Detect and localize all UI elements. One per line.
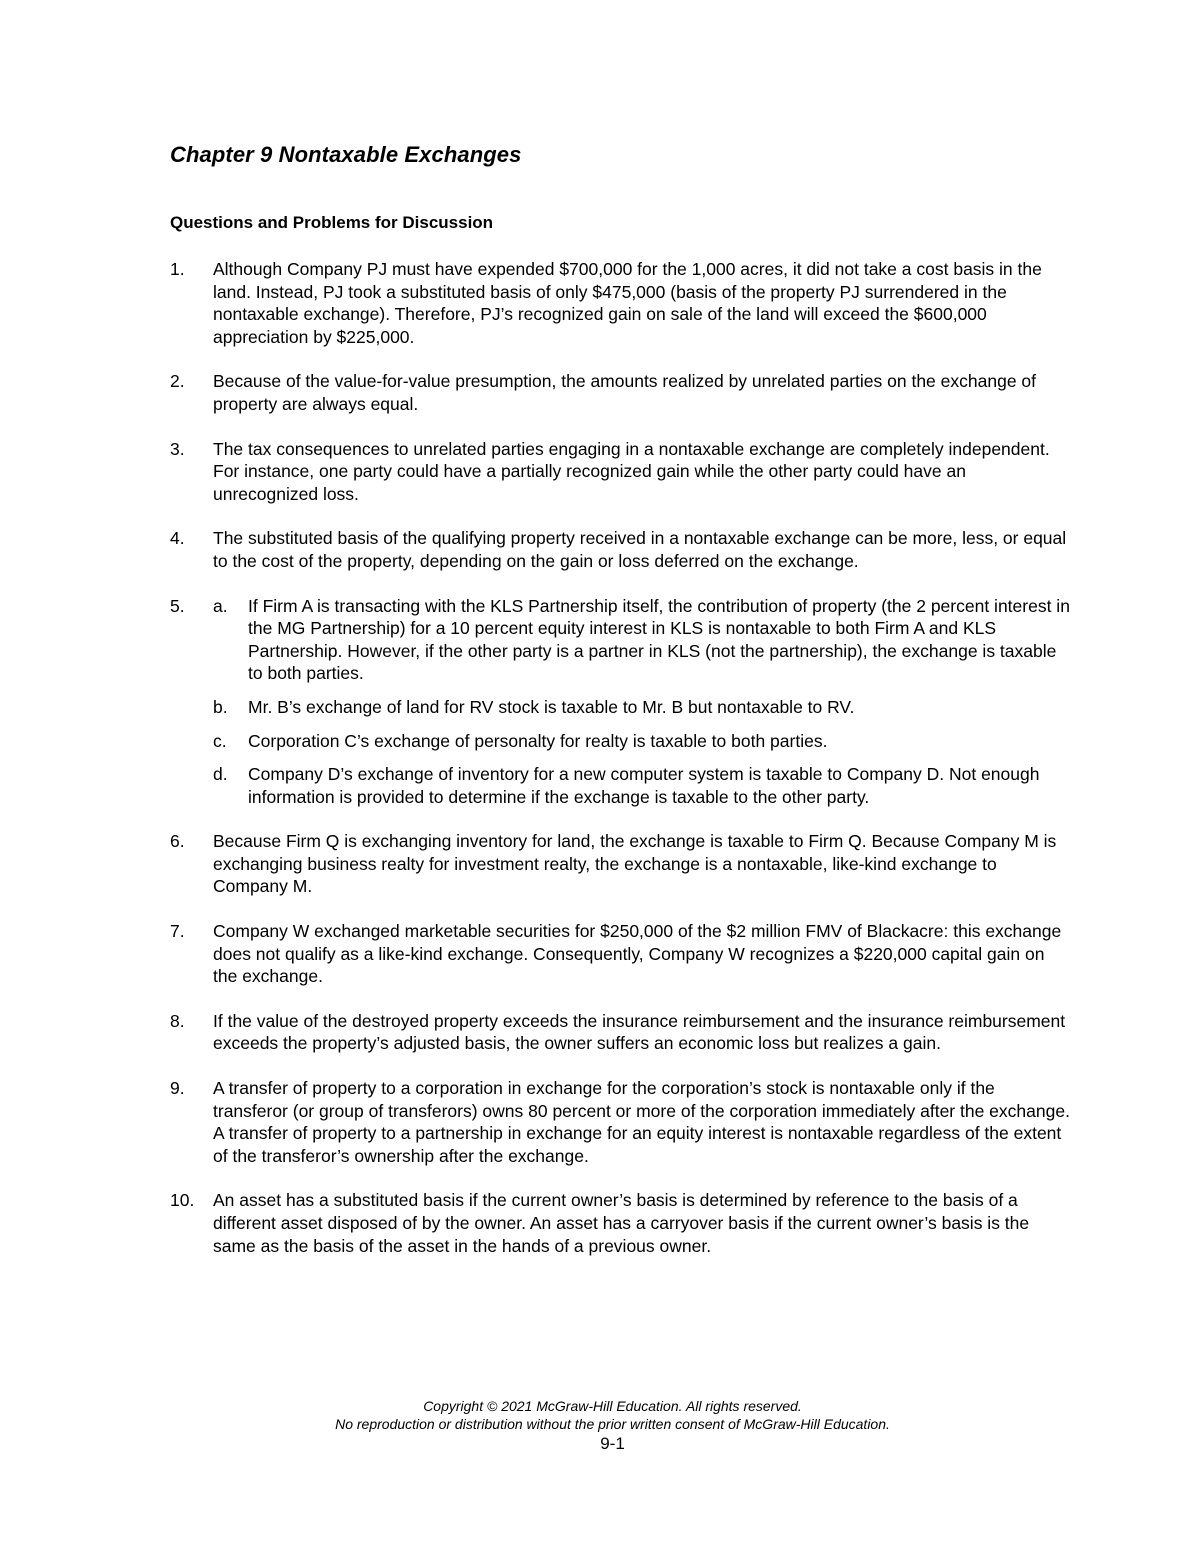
- sub-list: [213, 595, 1070, 809]
- item-text: Because Firm Q is exchanging inventory for land, the exchange is taxable to Firm Q. Because Company M is exchanging business realty for investment realty, the exchange is a nontaxable, like-kind exchange to Company M.: [213, 831, 1057, 897]
- question-list: [170, 258, 1070, 1279]
- item-number: 1.: [170, 259, 185, 279]
- sub-item-text: Company D’s exchange of inventory for a new computer system is taxable to Company D. Not enough information is provided to determine if the exchange is taxable to the other party.: [248, 764, 1040, 807]
- item-number: 8.: [170, 1010, 185, 1031]
- list-item: [170, 527, 1070, 572]
- list-item: [170, 1077, 1070, 1167]
- list-item: [170, 258, 1070, 348]
- item-number: 3.: [170, 438, 185, 459]
- copyright-line-1: Copyright © 2021 McGraw-Hill Education. All rights reserved.: [423, 1398, 802, 1414]
- list-item: [170, 438, 1070, 506]
- list-item: [170, 1189, 1070, 1257]
- item-number: 7.: [170, 921, 185, 942]
- sub-list-item: [213, 730, 1070, 753]
- item-text: An asset has a substituted basis if the current owner’s basis is determined by reference to the basis of a different asset disposed of by the owner. An asset has a carryover basis if the current owner’s basis is the same as the basis of the asset in the hands of a previous owner.: [213, 1190, 1030, 1256]
- item-text: The substituted basis of the qualifying property received in a nontaxable exchange can be more, less, or equal to the cost of the property, depending on the gain or loss deferred on the exchange.: [213, 528, 1067, 571]
- item-number: 5.: [170, 595, 185, 616]
- list-item: [170, 595, 1070, 809]
- sub-item-text: If Firm A is transacting with the KLS Partnership itself, the contribution of property (the 2 percent interest in the MG Partnership) for a 10 percent equity interest in KLS is nontaxable to both Firm A and KLS Partnership. However, if the other party is a partner in KLS (not the partnership), the exchange is taxable to both parties.: [248, 595, 1070, 684]
- page-number: 9-1: [600, 1434, 625, 1453]
- sub-list-item: [213, 763, 1070, 808]
- section-heading: Questions and Problems for Discussion: [170, 213, 494, 232]
- list-item: [170, 830, 1070, 898]
- item-number: 4.: [170, 528, 185, 549]
- item-text: If the value of the destroyed property exceeds the insurance reimbursement and the insurance reimbursement exceeds the property’s adjusted basis, the owner suffers an economic loss but realizes a gain.: [213, 1010, 1066, 1054]
- sub-list-item: [213, 595, 1070, 685]
- item-number: 6.: [170, 831, 185, 852]
- list-item: [170, 1010, 1070, 1055]
- sub-item-label: a.: [213, 595, 228, 616]
- sub-item-label: b.: [213, 696, 228, 717]
- item-number: 10.: [170, 1190, 195, 1211]
- item-number: 2.: [170, 371, 185, 392]
- chapter-title: Chapter 9 Nontaxable Exchanges: [170, 142, 522, 167]
- sub-item-label: c.: [213, 730, 227, 751]
- copyright-line-2: No reproduction or distribution without the prior written consent of McGraw-Hill Education.: [335, 1416, 890, 1432]
- item-number: 9.: [170, 1078, 185, 1099]
- sub-list-item: [213, 696, 1070, 719]
- sub-item-text: Mr. B’s exchange of land for RV stock is taxable to Mr. B but nontaxable to RV.: [248, 696, 855, 717]
- item-text: Because of the value-for-value presumption, the amounts realized by unrelated parties on the exchange of property are always equal.: [213, 371, 1037, 414]
- sub-item-text: Corporation C’s exchange of personalty for realty is taxable to both parties.: [248, 730, 828, 751]
- item-text: The tax consequences to unrelated parties engaging in a nontaxable exchange are completely independent. For instance, one party could have a partially recognized gain while the other party could have an unrecognized loss.: [213, 438, 1050, 504]
- item-text: Although Company PJ must have expended $700,000 for the 1,000 acres, it did not take a cost basis in the land. Instead, PJ took a substituted basis of only $475,000 (basis of the property PJ surrendered in the nontaxable exchange). Therefore, PJ’s recognized gain on sale of the land will exceed the $600,000 appreciation by $225,000.: [213, 259, 1042, 347]
- item-text: Company W exchanged marketable securities for $250,000 of the $2 million FMV of Blackacre: this exchange does not qualify as a like-kind exchange. Consequently, Company W recognizes a $220,000 capital gain on the exchange.: [213, 921, 1062, 987]
- copyright-notice: [0, 1397, 1200, 1433]
- sub-item-label: d.: [213, 764, 228, 785]
- list-item: [170, 370, 1070, 415]
- list-item: [170, 920, 1070, 988]
- item-text: A transfer of property to a corporation in exchange for the corporation’s stock is nontaxable only if the transferor (or group of transferors) owns 80 percent or more of the corporation immediately after the exchange. A transfer of property to a partnership in exchange for an equity interest is nontaxable regardless of the extent of the transferor’s ownership after the exchange.: [213, 1078, 1070, 1166]
